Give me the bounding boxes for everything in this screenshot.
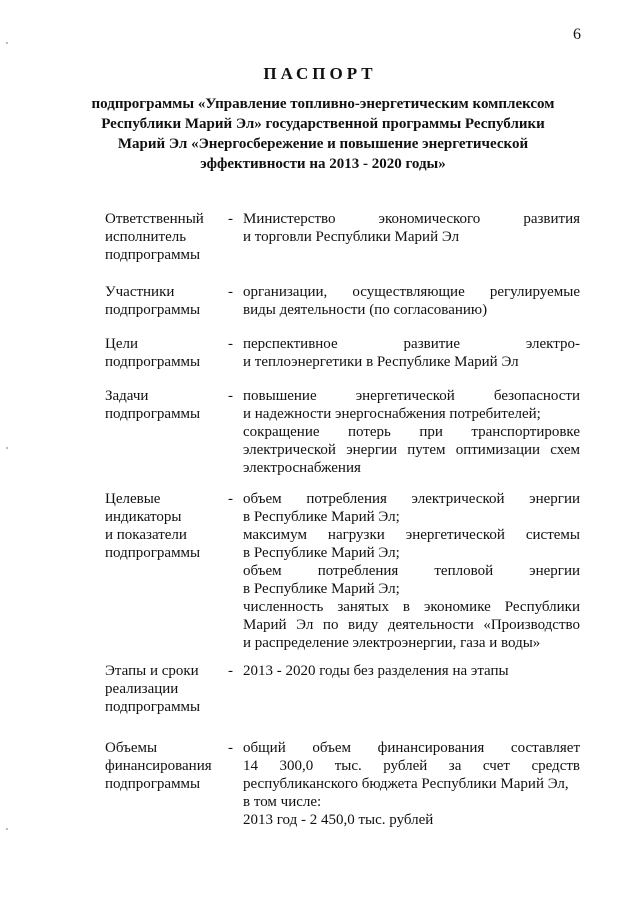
row-dash: - bbox=[228, 740, 233, 756]
row-value bbox=[243, 283, 580, 319]
row-label bbox=[105, 335, 225, 371]
row-label-line: индикаторы bbox=[105, 509, 182, 525]
row-label-line: подпрограммы bbox=[105, 545, 201, 561]
row-label-line: Объемы bbox=[105, 740, 158, 756]
document-subtitle bbox=[88, 94, 558, 174]
passport-row-stages bbox=[105, 662, 580, 739]
row-value-line: в том числе: bbox=[243, 794, 322, 810]
page-number: 6 bbox=[573, 26, 581, 43]
row-label bbox=[105, 739, 225, 793]
row-label-line: и показатели bbox=[105, 527, 187, 543]
row-dash: - bbox=[228, 336, 233, 352]
row-value bbox=[243, 335, 580, 371]
row-value bbox=[243, 662, 580, 680]
row-value-line: повышение энергетической безопасности bbox=[243, 388, 580, 404]
row-value-line: перспективное развитие электро- bbox=[243, 336, 580, 352]
row-value-line: численность занятых в экономике Республики bbox=[243, 599, 580, 615]
row-value-line: 2013 год - 2 450,0 тыс. рублей bbox=[243, 812, 434, 828]
row-label-line: реализации bbox=[105, 681, 179, 697]
row-label-line: Целевые bbox=[105, 491, 161, 507]
row-value-line: 2013 - 2020 годы без разделения на этапы bbox=[243, 663, 509, 679]
row-label-line: Этапы и сроки bbox=[105, 663, 199, 679]
passport-row-responsible bbox=[105, 210, 580, 283]
row-value-line: сокращение потерь при транспортировке bbox=[243, 424, 580, 440]
row-value-line: электроснабжения bbox=[243, 460, 361, 476]
row-label-line: подпрограммы bbox=[105, 699, 201, 715]
scan-speck bbox=[6, 447, 8, 449]
row-value-line: и торговли Республики Марий Эл bbox=[243, 229, 460, 245]
row-value-line: и надежности энергоснабжения потребителей; bbox=[243, 406, 541, 422]
row-dash: - bbox=[228, 211, 233, 227]
row-dash: - bbox=[228, 491, 233, 507]
row-value-line: и теплоэнергетики в Республике Марий Эл bbox=[243, 354, 519, 370]
subtitle-line: эффективности на 2013 - 2020 годы» bbox=[200, 156, 446, 172]
row-label-line: Участники bbox=[105, 284, 175, 300]
row-value-line: в Республике Марий Эл; bbox=[243, 545, 400, 561]
row-value-line: общий объем финансирования составляет bbox=[243, 740, 580, 756]
row-value-line: Министерство экономического развития bbox=[243, 211, 580, 227]
row-value-line: максимум нагрузки энергетической системы bbox=[243, 527, 580, 543]
passport-table bbox=[105, 210, 580, 829]
passport-row-funding bbox=[105, 739, 580, 829]
row-value bbox=[243, 387, 580, 477]
row-dash: - bbox=[228, 388, 233, 404]
subtitle-line: подпрограммы «Управление топливно-энергетическим комплексом bbox=[91, 96, 555, 112]
row-label bbox=[105, 662, 225, 716]
scan-speck bbox=[6, 828, 8, 830]
row-label-line: исполнитель bbox=[105, 229, 187, 245]
row-label bbox=[105, 283, 225, 319]
row-label-line: Задачи bbox=[105, 388, 149, 404]
document-title: ПАСПОРТ bbox=[263, 64, 377, 83]
row-value-line: организации, осуществляющие регулируемые bbox=[243, 284, 580, 300]
scan-speck bbox=[6, 42, 8, 44]
row-label-line: подпрограммы bbox=[105, 776, 201, 792]
row-dash: - bbox=[228, 284, 233, 300]
row-value-line: в Республике Марий Эл; bbox=[243, 509, 400, 525]
row-dash: - bbox=[228, 663, 233, 679]
passport-row-participants bbox=[105, 283, 580, 335]
row-value-line: электрической энергии путем оптимизации схем bbox=[243, 442, 580, 458]
row-value-line: 14 300,0 тыс. рублей за счет средств bbox=[243, 758, 580, 774]
row-label-line: подпрограммы bbox=[105, 354, 201, 370]
row-label bbox=[105, 210, 225, 264]
row-value-line: объем потребления электрической энергии bbox=[243, 491, 580, 507]
passport-row-indicators bbox=[105, 490, 580, 662]
row-value-line: Марий Эл по виду деятельности «Производство bbox=[243, 617, 580, 633]
row-label-line: Цели bbox=[105, 336, 139, 352]
row-label-line: подпрограммы bbox=[105, 247, 201, 263]
row-value-line: виды деятельности (по согласованию) bbox=[243, 302, 488, 318]
row-value-line: и распределение электроэнергии, газа и воды» bbox=[243, 635, 541, 651]
row-value bbox=[243, 490, 580, 652]
row-value-line: в Республике Марий Эл; bbox=[243, 581, 400, 597]
subtitle-line: Республики Марий Эл» государственной программы Республики bbox=[101, 116, 545, 132]
row-label-line: финансирования bbox=[105, 758, 212, 774]
passport-row-tasks bbox=[105, 387, 580, 490]
row-label-line: подпрограммы bbox=[105, 302, 201, 318]
subtitle-line: Марий Эл «Энергосбережение и повышение энергетической bbox=[117, 136, 529, 152]
row-label-line: подпрограммы bbox=[105, 406, 201, 422]
row-value bbox=[243, 210, 580, 246]
row-label bbox=[105, 387, 225, 423]
row-value-line: республиканского бюджета Республики Марий Эл, bbox=[243, 776, 569, 792]
row-label-line: Ответственный bbox=[105, 211, 204, 227]
row-value bbox=[243, 739, 580, 829]
row-value-line: объем потребления тепловой энергии bbox=[243, 563, 580, 579]
row-label bbox=[105, 490, 225, 562]
passport-row-goals bbox=[105, 335, 580, 387]
